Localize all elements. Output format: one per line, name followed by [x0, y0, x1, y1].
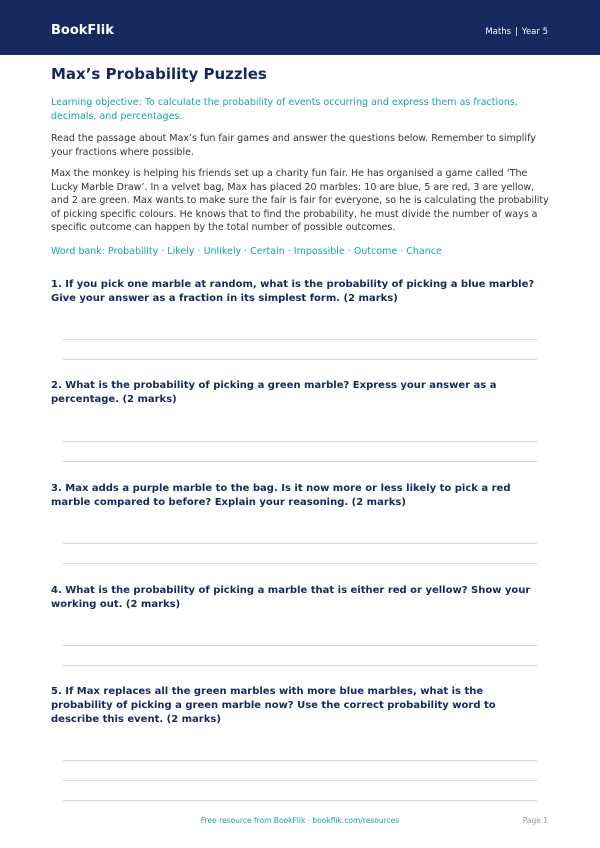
learning-objective: Learning objective: To calculate the probability of events occurring and express them as fractions, decimals, and percentages.: [51, 97, 518, 122]
answer-line[interactable]: [63, 339, 537, 340]
answer-line[interactable]: [63, 645, 537, 646]
answer-line[interactable]: [63, 780, 537, 781]
question-4: 4. What is the probability of picking a marble that is either red or yellow? Show your working out. (2 marks): [51, 585, 531, 610]
header-bar: [0, 0, 600, 55]
question-2: 2. What is the probability of picking a green marble? Express your answer as a percentage. (2 marks): [51, 380, 497, 405]
footer-text: Free resource from BookFlik · bookflik.com/resources: [200, 816, 400, 825]
answer-line[interactable]: [63, 359, 537, 360]
subject-label: Maths: [485, 27, 512, 37]
reading-passage: Max the monkey is helping his friends set up a charity fun fair. He has organised a game called ‘The Lucky Marble Draw’. In a velvet bag, Max has placed 20 marbles: 10 are blue, 5 are red, 3 are yellow, and 2 are green. Max wants to make sure the fair is fair for everyone, so he is calculating the probability of picking specific colours. He knows that to find the probability, he must divide the number of ways a specific outcome can happen by the total number of possible outcomes.: [51, 168, 549, 233]
word-bank: Word bank: Probability · Likely · Unlikely · Certain · Impossible · Outcome · Chance: [51, 245, 442, 257]
page-title: Max’s Probability Puzzles: [51, 65, 267, 83]
question-5: 5. If Max replaces all the green marbles with more blue marbles, what is the probability of picking a green marble now? Use the correct probability word to describe this event. (2 marks): [51, 686, 496, 725]
brand-logo: BookFlik: [51, 23, 114, 38]
answer-line[interactable]: [63, 543, 537, 544]
instructions: Read the passage about Max’s fun fair games and answer the questions below. Remember to simplify your fractions where possible.: [51, 133, 536, 158]
answer-line[interactable]: [63, 800, 537, 801]
year-label: Year 5: [521, 27, 548, 37]
worksheet-intro: [51, 62, 549, 258]
answer-line[interactable]: [63, 760, 537, 761]
answer-line[interactable]: [63, 665, 537, 666]
subject-year-label: [485, 27, 548, 38]
page-number: Page 1: [522, 816, 548, 825]
question-1: 1. If you pick one marble at random, what is the probability of picking a blue marble? Give your answer as a fraction in its simplest form. (2 marks): [51, 279, 535, 304]
question-3: 3. Max adds a purple marble to the bag. Is it now more or less likely to pick a red marble compared to before? Explain your reasoning. (2 marks): [51, 483, 511, 508]
answer-line[interactable]: [63, 563, 537, 564]
separator: |: [515, 27, 518, 37]
answer-line[interactable]: [63, 441, 537, 442]
answer-line[interactable]: [63, 461, 537, 462]
